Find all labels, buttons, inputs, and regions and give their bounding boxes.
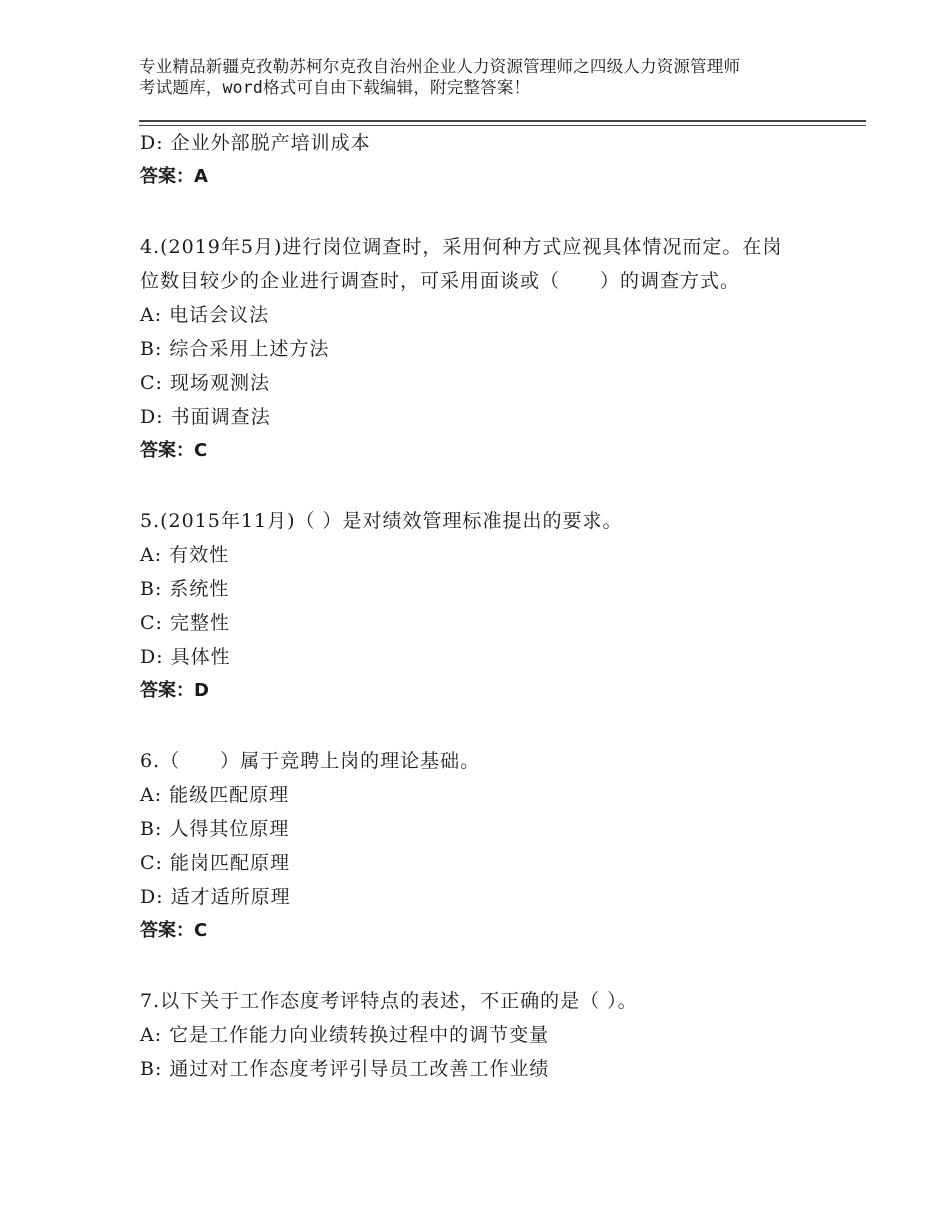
spacer: [140, 468, 860, 504]
question-7-option-a: A: 它是工作能力向业绩转换过程中的调节变量: [140, 1024, 550, 1046]
header-line-1: 专业精品新疆克孜勒苏柯尔克孜自治州企业人力资源管理师之四级人力资源管理师: [139, 57, 741, 76]
question-4-text: 4.(2019年5月)进行岗位调查时，采用何种方式应视具体情况而定。在岗位数目较少的企业进行调查时，可采用面谈或（ ）的调查方式。: [140, 236, 783, 292]
question-4-option-c: C: 现场观测法: [140, 372, 270, 394]
page-header: [139, 56, 839, 98]
question-5-option-c: C: 完整性: [140, 612, 230, 634]
answer-label: 答案：: [140, 440, 194, 461]
prev-option-d: D: 企业外部脱产培训成本: [140, 132, 371, 154]
answer-value: D: [194, 680, 209, 701]
question-7-option-b: B: 通过对工作态度考评引导员工改善工作业绩: [140, 1058, 550, 1080]
question-4-option-d: D: 书面调查法: [140, 406, 271, 428]
answer-label: 答案：: [140, 920, 194, 941]
question-content: [140, 126, 860, 1086]
question-6-option-d: D: 适才适所原理: [140, 886, 291, 908]
prev-answer: [140, 160, 860, 194]
answer-value: C: [194, 440, 208, 461]
header-line-2: 考试题库，word格式可自由下载编辑，附完整答案！: [139, 78, 531, 97]
question-6-text: 6.（ ）属于竞聘上岗的理论基础。: [140, 750, 481, 772]
answer-value: C: [194, 920, 208, 941]
answer-label: 答案：: [140, 166, 194, 187]
question-4-option-b: B: 综合采用上述方法: [140, 338, 330, 360]
question-6-option-a: A: 能级匹配原理: [140, 784, 290, 806]
question-6-option-b: B: 人得其位原理: [140, 818, 290, 840]
question-6-answer: [140, 914, 860, 948]
question-5-text: 5.(2015年11月)（ ）是对绩效管理标准提出的要求。: [140, 510, 623, 532]
spacer: [140, 948, 860, 984]
question-7-text: 7.以下关于工作态度考评特点的表述，不正确的是（ ）。: [140, 990, 638, 1012]
question-5-answer: [140, 674, 860, 708]
answer-label: 答案：: [140, 680, 194, 701]
answer-value: A: [194, 166, 208, 187]
question-4-option-a: A: 电话会议法: [140, 304, 270, 326]
question-6-option-c: C: 能岗匹配原理: [140, 852, 290, 874]
spacer: [140, 708, 860, 744]
question-5-option-b: B: 系统性: [140, 578, 230, 600]
question-5-option-d: D: 具体性: [140, 646, 231, 668]
question-5-option-a: A: 有效性: [140, 544, 230, 566]
question-4-answer: [140, 434, 860, 468]
header-rule-thick: [139, 120, 866, 122]
spacer: [140, 194, 860, 230]
